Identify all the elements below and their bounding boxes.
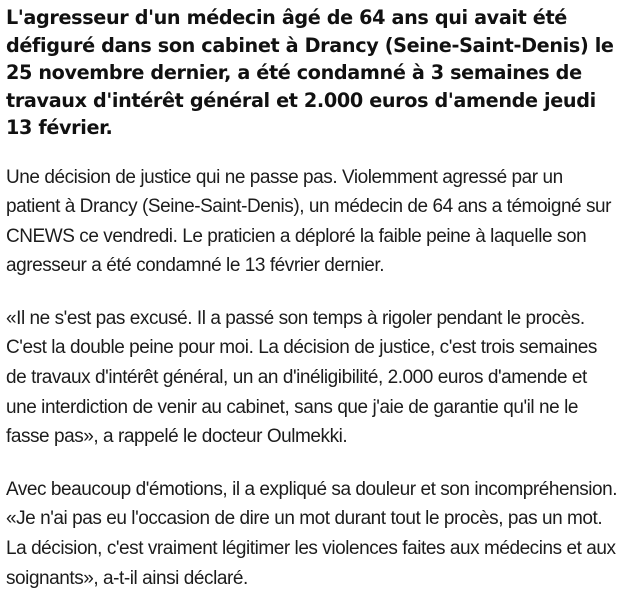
article-paragraph-1: Une décision de justice qui ne passe pas. Violemment agressé par un patient à Drancy (Seine-Saint-Denis), un médecin de 64 ans a témoigné sur CNEWS ce vendredi. Le praticien a déploré la faible peine à laquelle son agresseur a été condamné le 13 février dernier. [6,166,612,277]
article-paragraph-3: Avec beaucoup d'émotions, il a expliqué sa douleur et son incompréhension. «Je n'ai pas eu l'occasion de dire un mot durant tout le procès, pas un mot. La décision, c'est vraiment légitimer les violences faites aux médecins et aux soignants», a-t-il ainsi déclaré. [6,478,618,589]
article-paragraph-2: «Il ne s'est pas excusé. Il a passé son temps à rigoler pendant le procès. C'est la double peine pour moi. La décision de justice, c'est trois semaines de travaux d'intérêt général, un an d'inéligibilité, 2.000 euros d'amende et une interdiction de venir au cabinet, sans que j'aie de garantie qu'il ne le fasse pas», a rappelé le docteur Oulmekki. [6,307,597,448]
article-lead: L'agresseur d'un médecin âgé de 64 ans qui avait été défiguré dans son cabinet à Drancy (Seine-Saint-Denis) le 25 novembre dernier, a été condamné à 3 semaines de travaux d'intérêt général et 2.000 euros d'amende jeudi 13 février. [6,6,614,139]
